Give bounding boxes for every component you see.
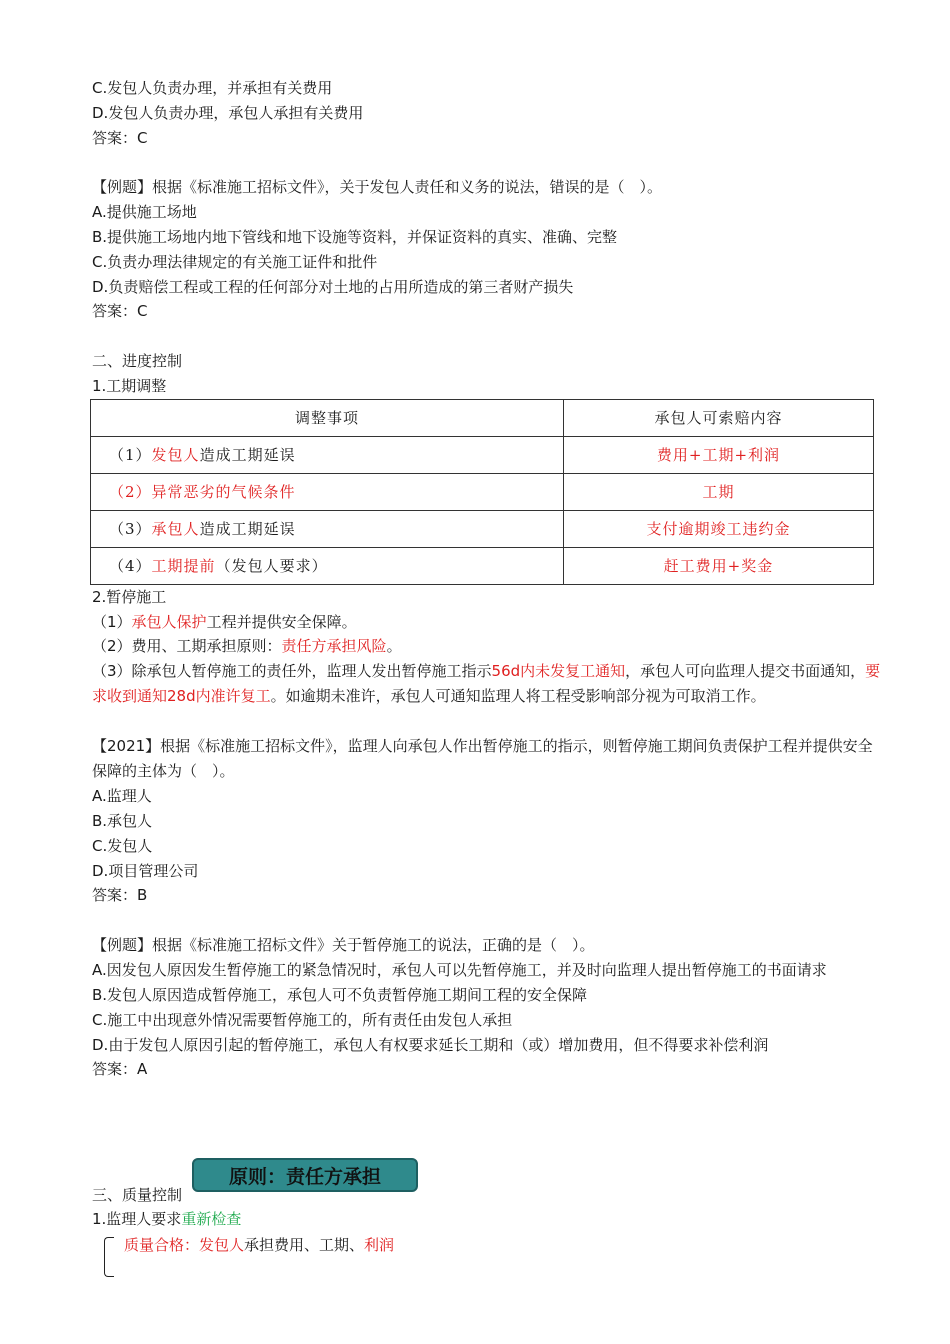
- table-header-claim: 承包人可索赔内容: [563, 399, 873, 436]
- q2-option-c: C.负责办理法律规定的有关施工证件和批件: [92, 252, 378, 271]
- section3-sub1: 1.监理人要求重新检查: [92, 1210, 242, 1228]
- q3-option-b: B.承包人: [92, 811, 153, 830]
- q3-answer: 答案：B: [92, 886, 148, 905]
- q4-option-a: A.因发包人原因发生暂停施工的紧急情况时，承包人可以先暂停施工，并及时向监理人提出暂停施工的书面请求: [92, 960, 827, 979]
- q2-option-d: D.负责赔偿工程或工程的任何部分对土地的占用所造成的第三者财产损失: [92, 277, 574, 296]
- section2-sub2: 2.暂停施工: [92, 587, 167, 606]
- section2-sub1: 1.工期调整: [92, 376, 167, 395]
- q2-answer: 答案：C: [92, 302, 148, 321]
- suspension-point-2: （2）费用、工期承担原则：责任方承担风险。: [92, 637, 402, 656]
- brace-item-qualified: 质量合格：发包人承担费用、工期、利润: [124, 1236, 395, 1254]
- suspension-point-3: （3）除承包人暂停施工的责任外，监理人发出暂停施工指示56d内未发复工通知，承包人可向监理人提交书面通知，要求收到通知28d内准许复工。如逾期未准许，承包人可通知监理人将工程受影响部分视为可取消工作。: [92, 662, 881, 706]
- q3-option-a: A.监理人: [92, 787, 152, 806]
- schedule-adjust-table: [90, 399, 874, 585]
- table-row: （3）承包人造成工期延误 支付逾期竣工违约金: [91, 510, 874, 547]
- left-brace: [104, 1237, 114, 1277]
- q2-stem: 【例题】根据《标准施工招标文件》，关于发包人责任和义务的说法，错误的是（ ）。: [92, 178, 663, 197]
- table-row: （4）工期提前（发包人要求） 赶工费用+奖金: [91, 547, 874, 584]
- claim-cell: 工期: [563, 473, 873, 510]
- q1-option-d: D.发包人负责办理，承包人承担有关费用: [92, 103, 364, 122]
- q4-option-d: D.由于发包人原因引起的暂停施工，承包人有权要求延长工期和（或）增加费用，但不得要求补偿利润: [92, 1035, 769, 1054]
- q3-option-c: C.发包人: [92, 836, 153, 855]
- q4-answer: 答案：A: [92, 1060, 148, 1079]
- q2-option-b: B.提供施工场地内地下管线和地下设施等资料，并保证资料的真实、准确、完整: [92, 227, 618, 246]
- q3-option-d: D.项目管理公司: [92, 861, 199, 880]
- q2-option-a: A.提供施工场地: [92, 203, 197, 222]
- q1-answer: 答案：C: [92, 128, 148, 147]
- q1-option-c: C.发包人负责办理，并承担有关费用: [92, 79, 333, 97]
- suspension-point-1: （1）承包人保护工程并提供安全保障。: [92, 612, 357, 631]
- q4-option-b: B.发包人原因造成暂停施工，承包人可不负责暂停施工期间工程的安全保障: [92, 985, 588, 1004]
- q4-stem: 【例题】根据《标准施工招标文件》关于暂停施工的说法，正确的是（ ）。: [92, 936, 595, 955]
- table-row: （1）发包人造成工期延误 费用+工期+利润: [91, 436, 874, 473]
- table-row: （2）异常恶劣的气候条件 工期: [91, 473, 874, 510]
- section3-heading: 三、质量控制: [92, 1186, 183, 1204]
- claim-cell: 费用+工期+利润: [563, 436, 873, 473]
- section2-heading: 二、进度控制: [92, 352, 183, 371]
- claim-cell: 支付逾期竣工违约金: [563, 510, 873, 547]
- document-body: [92, 76, 882, 1082]
- principle-banner: 原则：责任方承担: [192, 1158, 418, 1192]
- table-header-item: 调整事项: [91, 399, 564, 436]
- q3-stem: 【2021】根据《标准施工招标文件》，监理人向承包人作出暂停施工的指示，则暂停施工期间负责保护工程并提供安全保障的主体为（ ）。: [92, 737, 873, 781]
- claim-cell: 赶工费用+奖金: [563, 547, 873, 584]
- q4-option-c: C.施工中出现意外情况需要暂停施工的，所有责任由发包人承担: [92, 1010, 513, 1029]
